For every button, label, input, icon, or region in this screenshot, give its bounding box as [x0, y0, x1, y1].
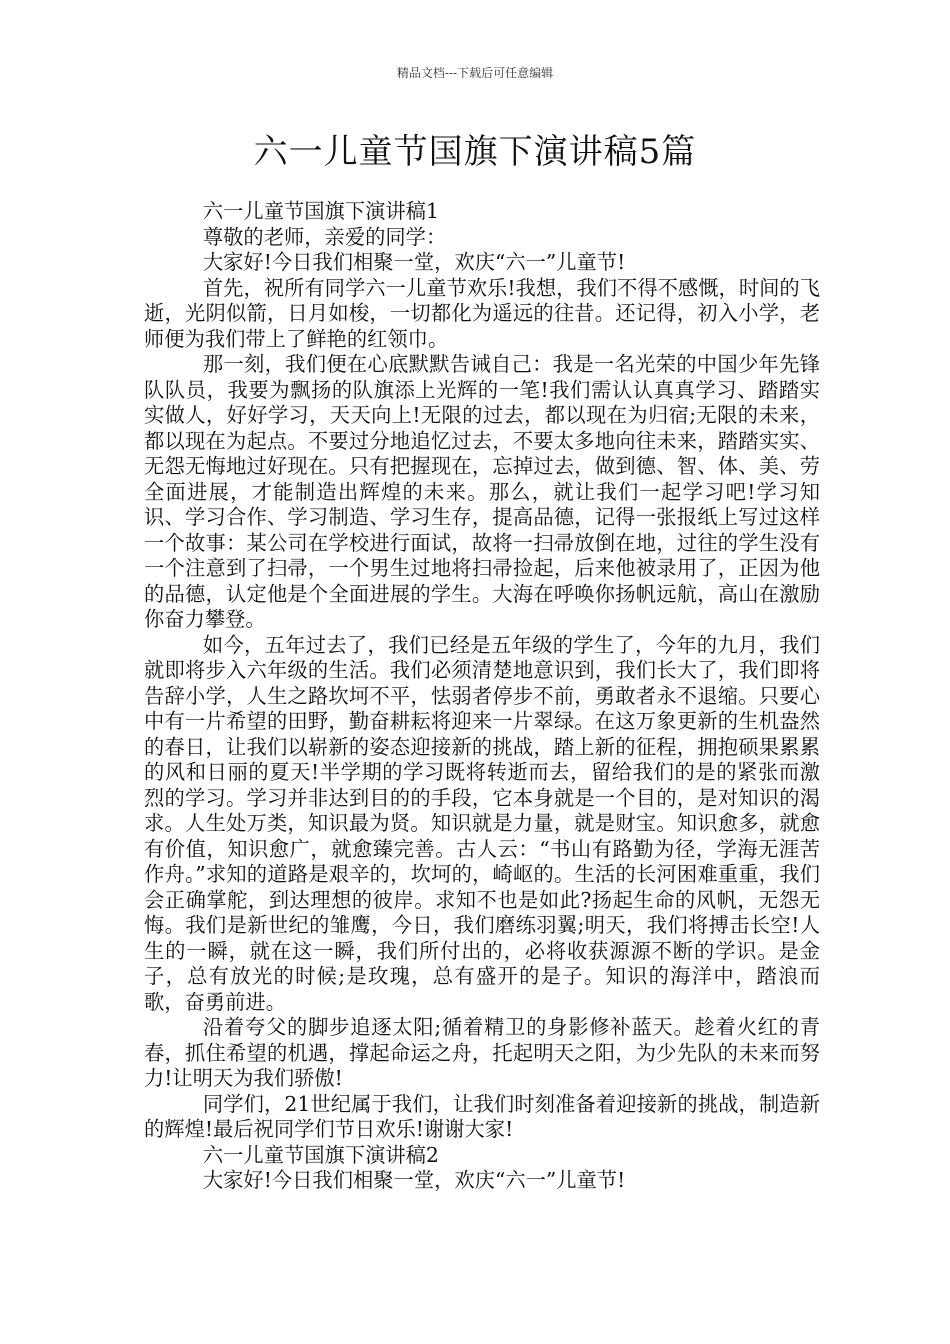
body-paragraph: 那一刻，我们便在心底默默告诫自己：我是一名光荣的中国少年先锋队队员，我要为飘扬的队旗添上光辉的一笔!我们需认认真真学习、踏踏实实做人，好好学习，天天向上!无限的过去，都以现在为归宿;无限的未来，都以现在为起点。不要过分地追忆过去，不要太多地向往未来，踏踏实实、无怨无悔地过好现在。只有把握现在，忘掉过去，做到德、智、体、美、劳全面进展，才能制造出辉煌的未来。那么，就让我们一起学习吧!学习知识、学习合作、学习制造、学习生存，提高品德，记得一张报纸上写过这样一个故事：某公司在学校进行面试，故将一扫帚放倒在地，过往的学生没有一个注意到了扫帚，一个男生过地将扫帚捡起，后来他被录用了，正因为他的品德，认定他是个全面进展的学生。大海在呼唤你扬帆远航，高山在激励你奋力攀登。: [144, 352, 820, 631]
document-title: 六一儿童节国旗下演讲稿5篇: [253, 132, 697, 172]
body-paragraph: 首先，祝所有同学六一儿童节欢乐!我想，我们不得不感慨，时间的飞逝，光阴似箭，日月如梭，一切都化为遥远的往昔。还记得，初入小学，老师便为我们带上了鲜艳的红领巾。: [144, 275, 820, 351]
greeting-paragraph-2: 大家好!今日我们相聚一堂，欢庆“六一”儿童节!: [202, 1168, 626, 1192]
body-paragraph: 沿着夸父的脚步追逐太阳;循着精卫的身影修补蓝天。趁着火红的青春，抓住希望的机遇，撑起命运之舟，托起明天之阳，为少先队的未来而努力!让明天为我们骄傲!: [144, 1015, 820, 1090]
greeting-paragraph: 大家好!今日我们相聚一堂，欢庆“六一”儿童节!: [202, 250, 626, 274]
section-heading-1: 六一儿童节国旗下演讲稿1: [202, 199, 439, 223]
closing-paragraph: 同学们，21世纪属于我们，让我们时刻准备着迎接新的挑战，制造新的辉煌!最后祝同学们节日欢乐!谢谢大家!: [144, 1091, 820, 1141]
section-heading-2: 六一儿童节国旗下演讲稿2: [202, 1142, 439, 1167]
document-body: [144, 199, 820, 1194]
page-header-note: 精品文档---下载后可任意编辑: [396, 66, 554, 80]
body-paragraph: 如今，五年过去了，我们已经是五年级的学生了，今年的九月，我们就即将步入六年级的生活。我们必须清楚地意识到，我们长大了，我们即将告辞小学，人生之路坎坷不平，怯弱者停步不前，勇敢者永不退缩。只要心中有一片希望的田野，勤奋耕耘将迎来一片翠绿。在这万象更新的生机盎然的春日，让我们以崭新的姿态迎接新的挑战，踏上新的征程，拥抱硕果累累的风和日丽的夏天!半学期的学习既将转逝而去，留给我们的是的紧张而激烈的学习。学习并非达到目的的手段，它本身就是一个目的，是对知识的渴求。人生处万类，知识最为贤。知识就是力量，就是财宝。知识愈多，就愈有价值，知识愈广，就愈臻完善。古人云：“书山有路勤为径，学海无涯苦作舟。”求知的道路是艰辛的，坎坷的，崎岖的。生活的长河困难重重，我们会正确掌舵，到达理想的彼岸。求知不也是如此?扬起生命的风帆，无怨无悔。我们是新世纪的雏鹰，今日，我们磨练羽翼;明天，我们将搏击长空!人生的一瞬，就在这一瞬，我们所付出的，必将收获源源不断的学识。是金子，总有放光的时候;是玫瑰，总有盛开的是子。知识的海洋中，踏浪而歌，奋勇前进。: [144, 632, 820, 1014]
salutation: 尊敬的老师，亲爱的同学：: [202, 224, 447, 249]
